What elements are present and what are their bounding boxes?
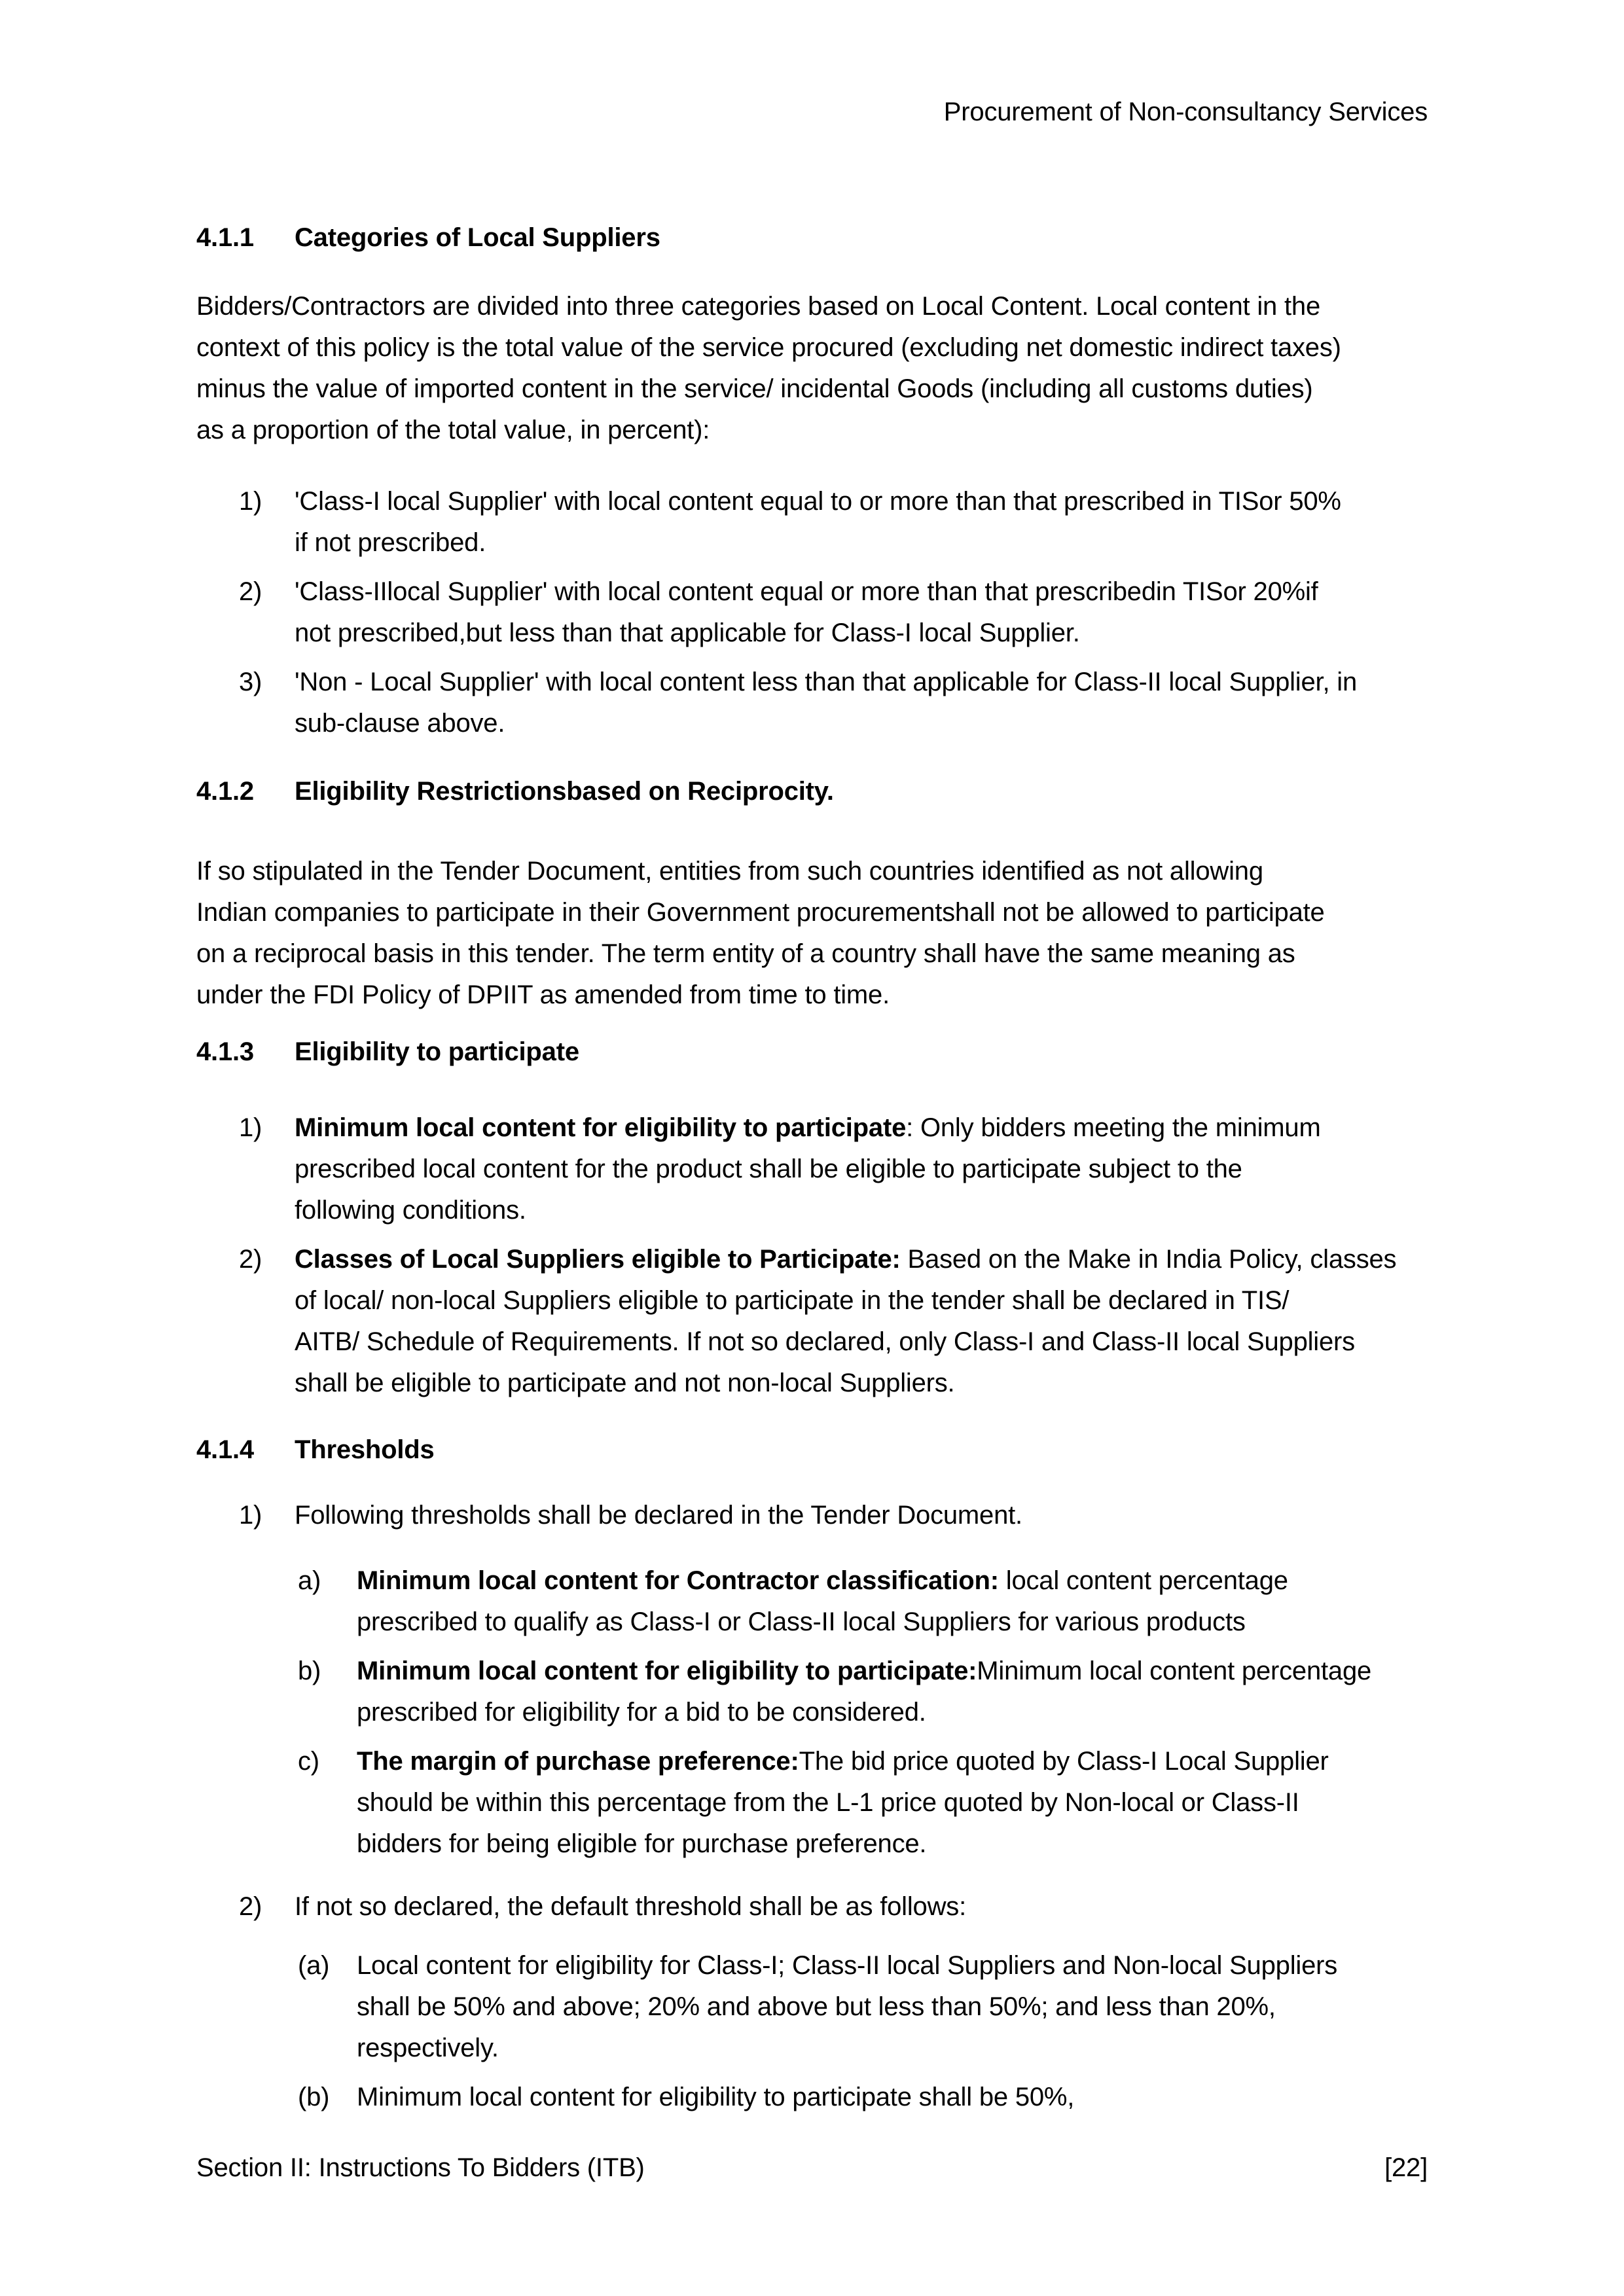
sublist-item [196,2077,1428,2118]
paragraph-line: under the FDI Policy of DPIIT as amended from time to time. [196,980,890,1009]
sublist-item [196,1560,1428,1643]
sublist-item-line [357,1741,1428,1782]
sublist-marker: c) [298,1747,319,1776]
list-marker: 1) [239,1501,262,1530]
bold-lead-in: Minimum local content for eligibility to participate: [357,1657,977,1685]
sublist-item-line [357,1560,1428,1602]
footer-section-label: Section II: Instructions To Bidders (ITB) [196,2153,645,2182]
list-marker: 2) [239,1892,262,1921]
list-item-line: 'Non - Local Supplier' with local content less than that applicable for Class-II local Supplier, in [295,668,1358,696]
sublist-item-text: Minimum local content percentage [977,1657,1372,1685]
sublist-item [196,1651,1428,1733]
list-item [196,571,1428,654]
sublist-marker: a) [298,1566,321,1595]
list-item-line: shall be eligible to participate and not non-local Suppliers. [295,1369,955,1397]
page-header-text: Procurement of Non-consultancy Services [943,98,1428,126]
heading-4-1-1 [196,217,1428,259]
sublist-item-line [357,1651,1428,1692]
list-marker: 3) [239,668,262,696]
paragraph-line: context of this policy is the total value of the service procured (excluding net domestic indirect taxes) [196,333,1341,362]
list-item [196,1886,1428,1928]
eligibility-list [196,1107,1428,1404]
supplier-category-list [196,481,1428,744]
list-item [196,481,1428,564]
heading-4-1-3 [196,1031,1428,1073]
list-item-line [295,1239,1428,1280]
list-item-line [295,1107,1428,1149]
heading-4-1-4 [196,1429,1428,1471]
sublist-item-line: respectively. [357,2034,499,2062]
heading-title: Eligibility Restrictionsbased on Reciprocity. [295,777,834,806]
threshold-sublist [196,1560,1428,1865]
footer-page-number: [22] [1384,2153,1428,2182]
list-item-text: Based on the Make in India Policy, classes [900,1245,1397,1274]
heading-title: Thresholds [295,1435,435,1464]
list-item [196,1239,1428,1404]
sublist-item-line: prescribed for eligibility for a bid to be considered. [357,1698,926,1727]
list-item-line: following conditions. [295,1196,526,1225]
list-item-line: not prescribed,but less than that applicable for Class-I local Supplier. [295,619,1080,647]
list-item-line: of local/ non-local Suppliers eligible to participate in the tender shall be declared in TIS/ [295,1286,1290,1315]
paragraph-reciprocity [196,851,1428,1016]
sublist-item-line: bidders for being eligible for purchase preference. [357,1829,927,1858]
paragraph-line: as a proportion of the total value, in percent): [196,416,710,444]
paragraph-line: If so stipulated in the Tender Document, entities from such countries identified as not allowing [196,857,1263,886]
page-footer [196,2147,1428,2189]
list-item [196,1107,1428,1231]
list-item-line: 'Class-IIlocal Supplier' with local content equal or more than that prescribedin TISor 20%if [295,577,1318,606]
sublist-item-line: shall be 50% and above; 20% and above but less than 50%; and less than 20%, [357,1992,1276,2021]
paragraph-line: Bidders/Contractors are divided into three categories based on Local Content. Local content in the [196,292,1321,321]
paragraph-categories [196,286,1428,451]
bold-lead-in: The margin of purchase preference: [357,1747,799,1776]
list-item-line: Following thresholds shall be declared in the Tender Document. [295,1501,1022,1530]
list-item-line: prescribed local content for the product shall be eligible to participate subject to the [295,1155,1242,1183]
list-item-line: AITB/ Schedule of Requirements. If not so declared, only Class-I and Class-II local Suppliers [295,1327,1355,1356]
list-marker: 2) [239,577,262,606]
paragraph-line: Indian companies to participate in their Government procurementshall not be allowed to participate [196,898,1325,927]
bold-lead-in: Minimum local content for eligibility to participate [295,1113,907,1142]
list-item-line: If not so declared, the default threshold shall be as follows: [295,1892,966,1921]
default-threshold-sublist [196,1945,1428,2118]
sublist-item [196,1945,1428,2069]
bold-lead-in: Classes of Local Suppliers eligible to Participate: [295,1245,901,1274]
list-item [196,1495,1428,1536]
list-marker: 1) [239,487,262,516]
sublist-item-line: Local content for eligibility for Class-I; Class-II local Suppliers and Non-local Suppliers [357,1951,1338,1980]
bold-lead-in: Minimum local content for Contractor classification: [357,1566,999,1595]
sublist-item [196,1741,1428,1865]
list-marker: 1) [239,1113,262,1142]
list-item-line: 'Class-I local Supplier' with local content equal to or more than that prescribed in TISor 50% [295,487,1341,516]
sublist-item-line: Minimum local content for eligibility to participate shall be 50%, [357,2083,1075,2111]
heading-title: Categories of Local Suppliers [295,223,660,252]
sublist-item-line: should be within this percentage from the L-1 price quoted by Non-local or Class-II [357,1788,1299,1817]
heading-title: Eligibility to participate [295,1037,579,1066]
heading-number: 4.1.3 [196,1037,254,1066]
sublist-marker: (a) [298,1951,330,1980]
list-item-text: : Only bidders meeting the minimum [906,1113,1321,1142]
heading-4-1-2 [196,771,1428,812]
heading-number: 4.1.2 [196,777,254,806]
list-item-line: sub-clause above. [295,709,505,738]
paragraph-line: minus the value of imported content in the service/ incidental Goods (including all customs duties) [196,374,1313,403]
list-item [196,662,1428,744]
list-marker: 2) [239,1245,262,1274]
sublist-item-line: prescribed to qualify as Class-I or Class-II local Suppliers for various products [357,1607,1246,1636]
paragraph-line: on a reciprocal basis in this tender. The term entity of a country shall have the same meaning as [196,939,1295,968]
sublist-item-text: local content percentage [998,1566,1288,1595]
sublist-marker: (b) [298,2083,330,2111]
heading-number: 4.1.1 [196,223,254,252]
sublist-marker: b) [298,1657,321,1685]
sublist-item-text: The bid price quoted by Class-I Local Supplier [799,1747,1329,1776]
list-item-line: if not prescribed. [295,528,486,557]
heading-number: 4.1.4 [196,1435,254,1464]
